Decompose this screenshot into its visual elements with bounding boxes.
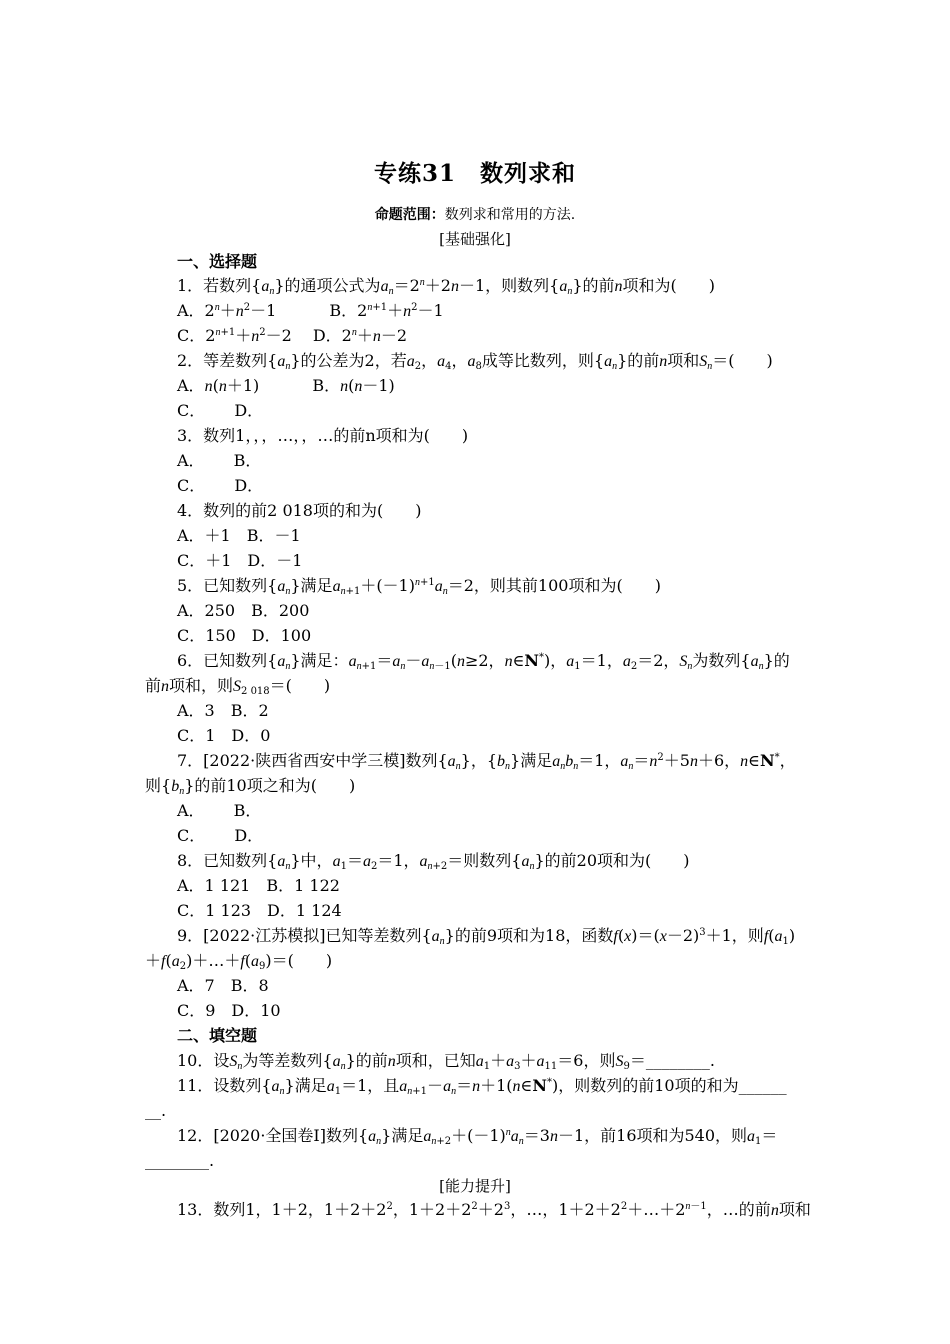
- question-2: 2．等差数列$\{a_n\}$的公差为2，若$a_2$，$a_4$，$a_8$成等比数列，则$\{a_n\}$的前n项和$S_n=$( ): [177, 351, 773, 372]
- question-1: 1．若数列$\{a_n\}$的通项公式为$a_n=2^n+2n-1$，则数列$\{a_n\}$的前n项和为( ): [177, 276, 715, 297]
- scope-line: [0, 204, 950, 224]
- question-3-options-cd: C． D．: [177, 476, 264, 495]
- question-4: 4．数列的前2 018项的和为( ): [177, 501, 422, 520]
- question-7-options-cd: C． D．: [177, 826, 264, 845]
- scope-text: 数列求和常用的方法.: [444, 207, 576, 223]
- question-5-options-ab: A．250 B．200: [177, 601, 310, 620]
- question-8: 8．已知数列$\{a_n\}$中，$a_1=a_2=1$，$a_{n+2}=$则数列$\{a_n\}$的前20项和为( ): [177, 851, 690, 872]
- question-5: 5．已知数列$\{a_n\}$满足$a_{n+1}+(-1)^{n+1}a_n=2$，则其前100项和为( ): [177, 576, 661, 597]
- heading-choice: 一、选择题: [177, 252, 258, 271]
- question-7: 7．[2022·陕西省西安中学三模]数列$\{a_n\}$，$\{b_n\}$满足$a_nb_n=1$，$a_n=n^2+5n+6$，n∈N*，: [177, 751, 796, 772]
- question-8-options-cd: C．1 123 D．1 124: [177, 901, 342, 920]
- question-9-cont: $+f(a_2)+\dots+f(a_9)=$( ): [145, 951, 333, 972]
- question-3: 3．数列1，，，…，，…的前n项和为( ): [177, 426, 469, 445]
- question-1-options-cd: C．$2^{n+1}+n^2-2$ D．$2^n+n-2$: [177, 326, 408, 345]
- question-8-options-ab: A．1 121 B．1 122: [177, 876, 340, 895]
- question-11-cont: __.: [145, 1101, 167, 1120]
- heading-fill: 二、填空题: [177, 1026, 258, 1045]
- question-3-options-ab: A． B．: [177, 451, 262, 470]
- question-9-options-cd: C．9 D．10: [177, 1001, 281, 1020]
- question-11: 11．设数列$\{a_n\}$满足$a_1=1$，且$a_{n+1}-a_n=n+1(n\in N^*)$，则数列的前10项的和为______: [177, 1076, 787, 1097]
- page-title: 专练31 数列求和: [373, 160, 576, 187]
- question-9: 9．[2022·江苏模拟]已知等差数列$\{a_n\}$的前9项和为18，函数$f(x)=(x-2)^3+1$，则$f(a_1)$: [177, 926, 796, 947]
- question-9-options-ab: A．7 B．8: [177, 976, 269, 995]
- question-4-options-cd: C．＋1 D．－1: [177, 551, 303, 570]
- question-6-cont: 前n项和，则$S_{2 018}=$( ): [145, 676, 331, 697]
- question-2-options-ab: A．n(n＋1) B．n(n－1): [177, 376, 395, 395]
- question-7-options-ab: A． B．: [177, 801, 262, 820]
- scope-label: 命题范围：: [374, 207, 445, 223]
- section-tag-advanced: [能力提升]: [439, 1177, 511, 1195]
- question-12-cont: ________.: [145, 1151, 215, 1170]
- question-2-options-cd: C． D．: [177, 401, 264, 420]
- question-7-cont: 则$\{b_n\}$的前10项之和为( ): [145, 776, 356, 797]
- question-4-options-ab: A．＋1 B．－1: [177, 526, 301, 545]
- question-6-options-ab: A．3 B．2: [177, 701, 269, 720]
- question-13: 13．数列1，1＋2，$1+2+2^2$，$1+2+2^2+2^3$，…，$1+2+2^2+\dots+2^{n-1}$，…的前n项和: [177, 1200, 811, 1219]
- question-6: 6．已知数列$\{a_n\}$满足：$a_{n+1}=a_n-a_{n-1}(n\ge 2$，n∈N*)，$a_1=1$，$a_2=2$，$S_n$为数列$\{a_n\}$的: [177, 651, 790, 672]
- question-1-options-ab: A．$2^n+n^2-1$ B．$2^{n+1}+n^2-1$: [177, 301, 444, 320]
- question-5-options-cd: C．150 D．100: [177, 626, 312, 645]
- section-tag-basic: [基础强化]: [439, 230, 511, 248]
- question-10: 10．设$S_n$为等差数列$\{a_n\}$的前n项和，已知$a_1+a_3+a_{11}=6$，则$S_9=\_\_\_\_\_\_\_\_$.: [177, 1051, 715, 1072]
- question-6-options-cd: C．1 D．0: [177, 726, 271, 745]
- question-12: 12．[2020·全国卷Ⅰ]数列$\{a_n\}$满足$a_{n+2}+(-1)^na_n=3n-1$，前16项和为540，则$a_1=$: [177, 1126, 778, 1147]
